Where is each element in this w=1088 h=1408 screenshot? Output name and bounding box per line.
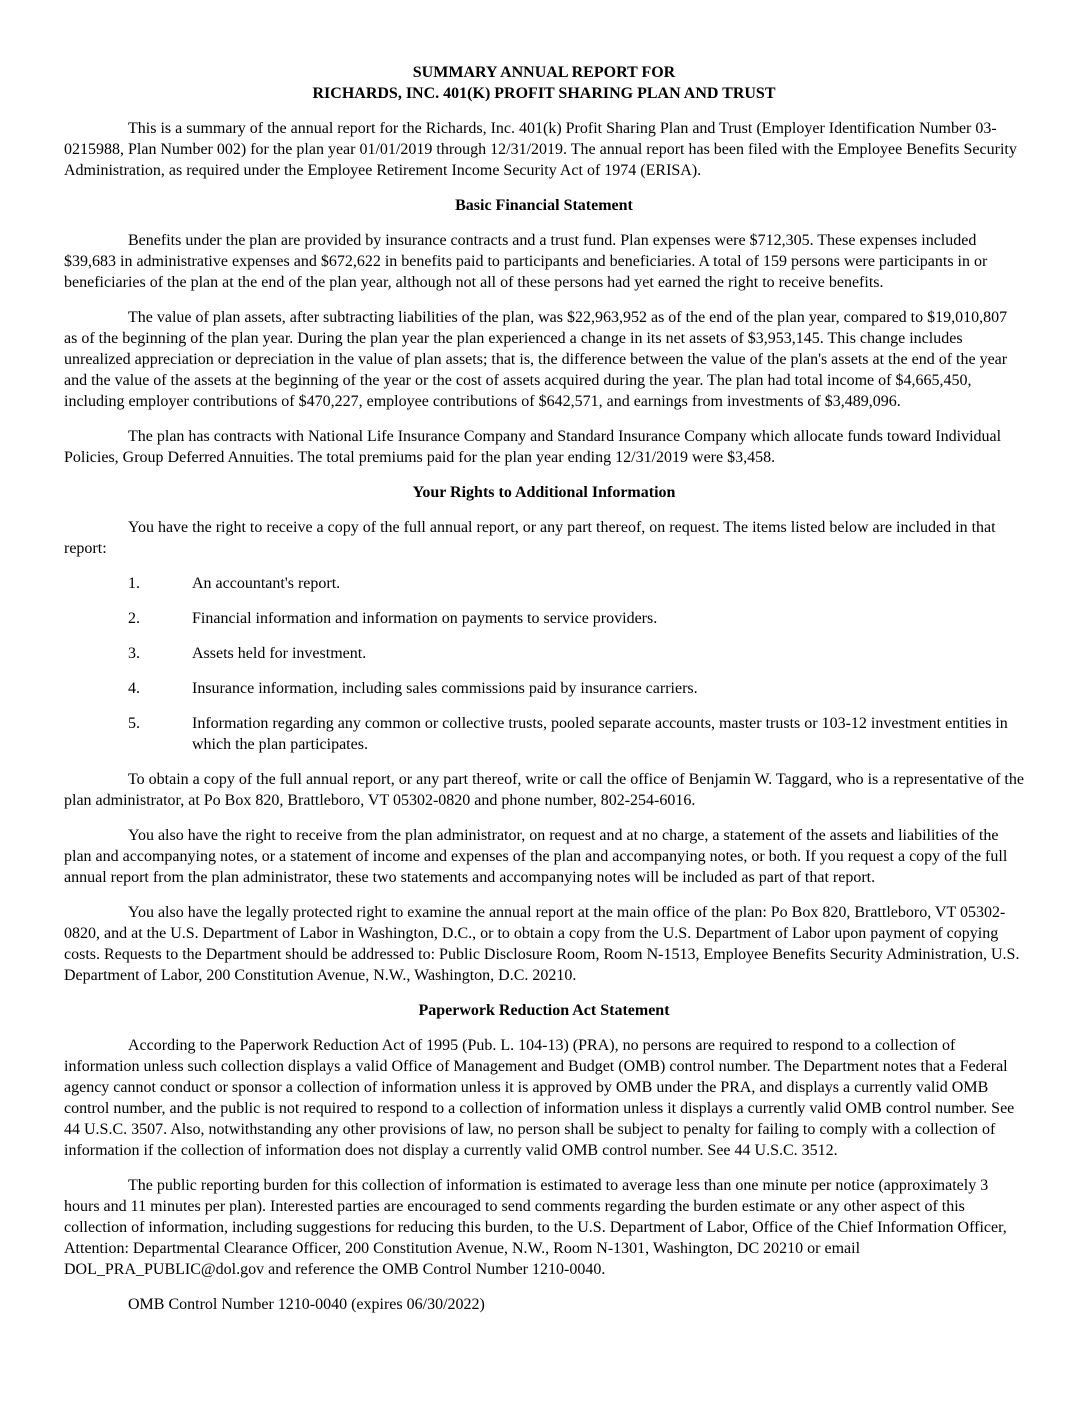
list-item	[64, 678, 1024, 699]
list-item-text: Insurance information, including sales commissions paid by insurance carriers.	[192, 680, 698, 697]
list-item-text: An accountant's report.	[192, 575, 341, 592]
paragraph-intro: This is a summary of the annual report for the Richards, Inc. 401(k) Profit Sharing Plan and Trust (Employer Identification Number 03-0215988, Plan Number 002) for the plan year 01/01/2019 through 12/31/2019. The annual report has been filed with the Employee Benefits Security Administration, as required under the Employee Retirement Income Security Act of 1974 (ERISA).	[64, 120, 1017, 179]
section-heading-basic-financial-statement: Basic Financial Statement	[455, 197, 633, 214]
paragraph-obtain-copy: To obtain a copy of the full annual report, or any part thereof, write or call the office of Benjamin W. Taggard, who is a representative of the plan administrator, at Po Box 820, Brattleboro, VT 05302-0820 and phone number, 802-254-6016.	[64, 771, 1024, 809]
omb-control-number-line: OMB Control Number 1210-0040 (expires 06/30/2022)	[128, 1296, 485, 1313]
list-item	[64, 608, 1024, 629]
document-title-line-1: SUMMARY ANNUAL REPORT FOR	[412, 64, 676, 81]
list-item-number: 4.	[128, 680, 140, 697]
document-title-line-2: RICHARDS, INC. 401(K) PROFIT SHARING PLAN AND TRUST	[312, 85, 776, 102]
paragraph-statements-on-request: You also have the right to receive from the plan administrator, on request and at no charge, a statement of the assets and liabilities of the plan and accompanying notes, or a statement of income and expenses of the plan and accompanying notes, or both. If you request a copy of the full annual report from the plan administrator, these two statements and accompanying notes will be included as part of that report.	[64, 827, 1008, 886]
list-item-text: Financial information and information on payments to service providers.	[192, 610, 658, 627]
list-item-text: Assets held for investment.	[192, 645, 367, 662]
list-item	[64, 713, 1024, 755]
list-item-number: 5.	[128, 715, 140, 732]
paragraph-plan-assets-value: The value of plan assets, after subtracting liabilities of the plan, was $22,963,952 as of the end of the plan year, compared to $19,010,807 as of the beginning of the plan year. During the plan year the plan experienced a change in its net assets of $3,953,145. This change includes unrealized appreciation or depreciation in the value of plan assets; that is, the difference between the value of the plan's assets at the end of the year and the value of the assets at the beginning of the year or the cost of assets acquired during the year. The plan had total income of $4,665,450, including employer contributions of $470,227, employee contributions of $642,571, and earnings from investments of $3,489,096.	[64, 309, 1008, 410]
section-heading-paperwork-reduction-act: Paperwork Reduction Act Statement	[418, 1002, 670, 1019]
list-item-text: Information regarding any common or collective trusts, pooled separate accounts, master trusts or 103-12 investment entities in which the plan participates.	[192, 715, 1008, 753]
paragraph-insurance-contracts: The plan has contracts with National Life Insurance Company and Standard Insurance Company which allocate funds toward Individual Policies, Group Deferred Annuities. The total premiums paid for the plan year ending 12/31/2019 were $3,458.	[64, 428, 1002, 466]
paragraph-rights-intro: You have the right to receive a copy of the full annual report, or any part thereof, on request. The items listed below are included in that report:	[64, 519, 996, 557]
paragraph-benefits: Benefits under the plan are provided by insurance contracts and a trust fund. Plan expenses were $712,305. These expenses included $39,683 in administrative expenses and $672,622 in benefits paid to participants and beneficiaries. A total of 159 persons were participants in or beneficiaries of the plan at the end of the plan year, although not all of these persons had yet earned the right to receive benefits.	[64, 232, 988, 291]
paragraph-reporting-burden: The public reporting burden for this collection of information is estimated to average less than one minute per notice (approximately 3 hours and 11 minutes per plan). Interested parties are encouraged to send comments regarding the burden estimate or any other aspect of this collection of information, including suggestions for reducing this burden, to the U.S. Department of Labor, Office of the Chief Information Officer, Attention: Departmental Clearance Officer, 200 Constitution Avenue, N.W., Room N-1301, Washington, DC 20210 or email DOL_PRA_PUBLIC@dol.gov and reference the OMB Control Number 1210-0040.	[64, 1177, 1007, 1278]
paragraph-examine-report: You also have the legally protected right to examine the annual report at the main office of the plan: Po Box 820, Brattleboro, VT 05302-0820, and at the U.S. Department of Labor in Washington, D.C., or to obtain a copy from the U.S. Department of Labor upon payment of copying costs. Requests to the Department should be addressed to: Public Disclosure Room, Room N-1513, Employee Benefits Security Administration, U.S. Department of Labor, 200 Constitution Avenue, N.W., Washington, D.C. 20210.	[64, 904, 1020, 984]
document-title	[64, 62, 1024, 104]
list-item-number: 2.	[128, 610, 140, 627]
report-items-list	[64, 573, 1024, 755]
section-heading-rights-to-additional-information: Your Rights to Additional Information	[412, 484, 676, 501]
list-item-number: 1.	[128, 575, 140, 592]
list-item	[64, 643, 1024, 664]
paragraph-pra-requirements: According to the Paperwork Reduction Act of 1995 (Pub. L. 104-13) (PRA), no persons are required to respond to a collection of information unless such collection displays a valid Office of Management and Budget (OMB) control number. The Department notes that a Federal agency cannot conduct or sponsor a collection of information unless it is approved by OMB under the PRA, and displays a currently valid OMB control number, and the public is not required to respond to a collection of information unless it displays a currently valid OMB control number. See 44 U.S.C. 3507. Also, notwithstanding any other provisions of law, no person shall be subject to penalty for failing to comply with a collection of information if the collection of information does not display a currently valid OMB control number. See 44 U.S.C. 3512.	[64, 1037, 1015, 1159]
list-item	[64, 573, 1024, 594]
list-item-number: 3.	[128, 645, 140, 662]
